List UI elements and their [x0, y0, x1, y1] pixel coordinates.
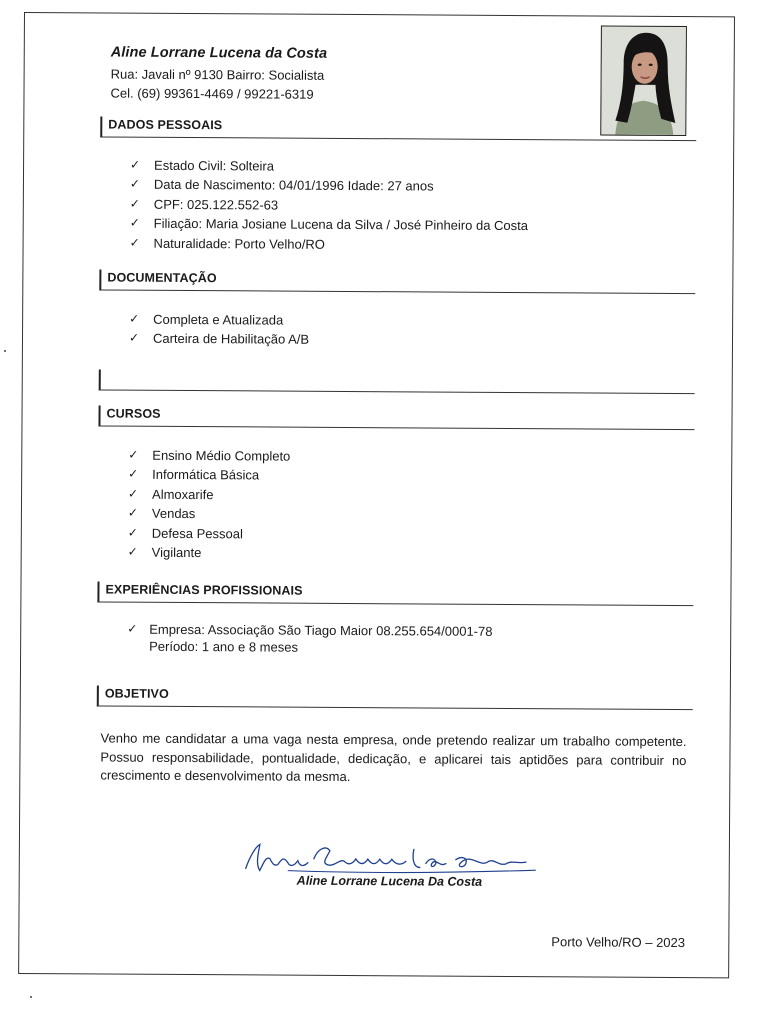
check-icon: ✓ [127, 621, 138, 636]
address: Rua: Javali nº 9130 Bairro: Socialista [110, 66, 325, 83]
courses-list [128, 446, 291, 563]
list-item: ✓ Vendas [128, 504, 290, 524]
check-icon: ✓ [127, 525, 138, 540]
experience-period: Período: 1 ano e 8 meses [149, 638, 299, 655]
list-item: ✓ Carteira de Habilitação A/B [128, 331, 310, 348]
section-title: CURSOS [106, 406, 161, 421]
personal-data-list [130, 156, 529, 255]
check-icon: ✓ [129, 235, 140, 250]
check-icon: ✓ [127, 544, 138, 559]
check-icon: ✓ [130, 157, 141, 172]
section-title: DADOS PESSOAIS [108, 117, 223, 133]
list-item: ✓ Ensino Médio Completo [128, 447, 291, 464]
list-item: ✓ Data de Nascimento: 04/01/1996 Idade: 27 anos [129, 177, 434, 194]
scan-speck [4, 350, 6, 352]
check-icon: ✓ [128, 486, 139, 501]
candidate-name: Aline Lorrane Lucena da Costa [110, 44, 328, 62]
check-icon: ✓ [129, 196, 140, 211]
section-experience [97, 581, 693, 606]
list-item: ✓ Naturalidade: Porto Velho/RO [129, 235, 325, 252]
list-item: ✓ Informática Básica [128, 467, 260, 483]
list-item: ✓ Almoxarife [128, 486, 214, 502]
scan-speck [30, 996, 32, 998]
documents-list [129, 310, 309, 350]
check-icon: ✓ [128, 447, 139, 462]
list-item: ✓ Estado Civil: Solteira [130, 157, 275, 174]
check-icon: ✓ [128, 467, 139, 482]
section-personal-data [100, 116, 696, 141]
resume-page [18, 12, 735, 978]
list-item: ✓ Filiação: Maria Josiane Lucena da Silva / José Pinheiro da Costa [129, 215, 529, 234]
check-icon: ✓ [129, 215, 140, 230]
list-item: ✓ CPF: 025.122.552-63 [129, 196, 279, 213]
list-item: ✓ Vigilante [128, 543, 290, 563]
list-item: ✓ Defesa Pessoal [127, 525, 243, 541]
list-item: ✓ Completa e Atualizada [129, 311, 284, 328]
check-icon: ✓ [128, 331, 140, 346]
section-objective [97, 685, 693, 710]
section-title: DOCUMENTAÇÃO [107, 270, 217, 286]
handwritten-signature [236, 836, 556, 878]
signature-printed-name: Aline Lorrane Lucena Da Costa [296, 873, 483, 889]
section-title: OBJETIVO [104, 686, 169, 701]
section-title: EXPERIÊNCIAS PROFISSIONAIS [105, 582, 303, 598]
section-courses [98, 405, 694, 430]
experience-entry [127, 621, 492, 657]
experience-company: Empresa: Associação São Tiago Maior 08.255.654/0001-78 [149, 621, 493, 639]
place-and-date: Porto Velho/RO – 2023 [551, 934, 686, 951]
section-documents [99, 269, 695, 294]
section-empty [99, 369, 695, 394]
phone: Cel. (69) 99361-4469 / 99221-6319 [110, 85, 314, 102]
objective-text: Venho me candidatar a uma vaga nesta empresa, onde pretendo realizar um trabalho competente. Possuo responsabilidade, pontualidade, dedicação, e aplicarei tais aptidões para contribuir no crescimento e desenvolvimento da mesma. [100, 730, 687, 785]
check-icon: ✓ [129, 177, 141, 192]
check-icon: ✓ [127, 505, 139, 520]
check-icon: ✓ [129, 311, 140, 326]
